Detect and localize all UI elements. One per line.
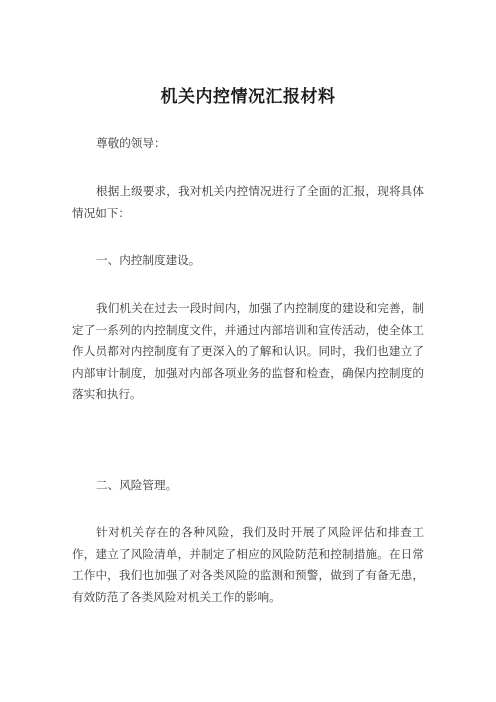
document-title: 机关内控情况汇报材料	[160, 87, 336, 107]
section-body-internal-control: 我们机关在过去一段时间内，加强了内控制度的建设和完善，制定了一系列的内控制度文件，并通过内部培训和宣传活动，使全体工作人员都对内控制度有了更深入的了解和认识。同时，我们也建立了内部审计制度，加强对内部各项业务的监督和检查，确保内控制度的落实和执行。	[72, 301, 424, 401]
section-body-risk-management: 针对机关存在的各种风险，我们及时开展了风险评估和排查工作，建立了风险清单，并制定了相应的风险防范和控制措施。在日常工作中，我们也加强了对各类风险的监测和预警，做到了有备无患，有效防范了各类风险对机关工作的影响。	[72, 525, 424, 604]
section-heading-internal-control: 一、内控制度建设。	[96, 253, 201, 267]
intro-paragraph: 根据上级要求，我对机关内控情况进行了全面的汇报，现将具体情况如下：	[72, 184, 424, 220]
salutation: 尊敬的领导：	[96, 136, 166, 150]
section-heading-risk-management: 二、风险管理。	[96, 478, 178, 492]
